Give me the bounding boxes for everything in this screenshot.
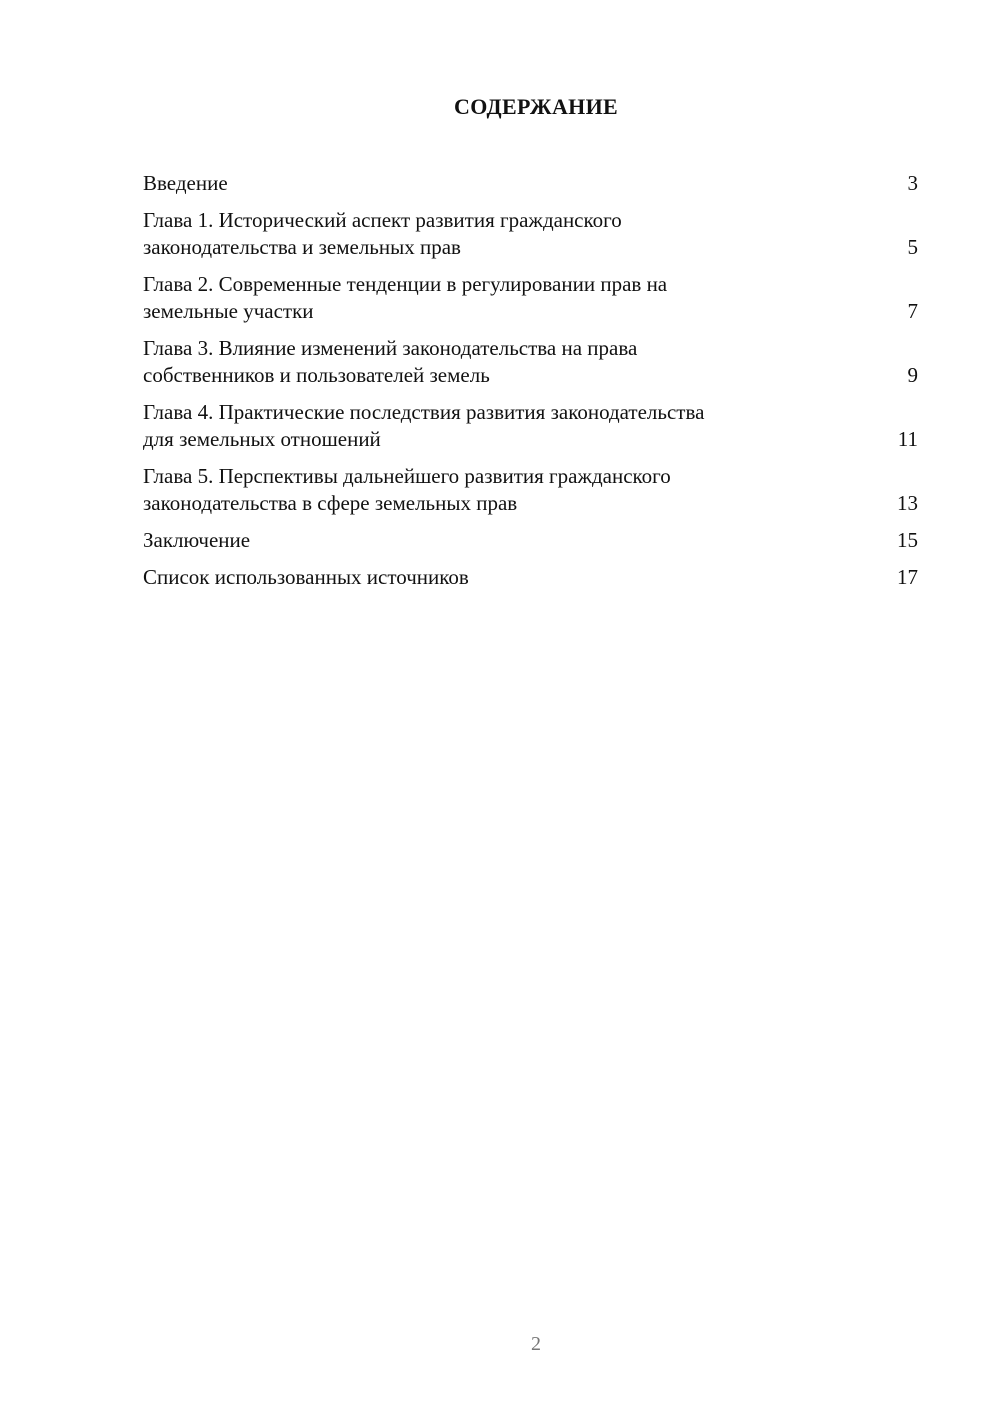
toc-entry-page: 3 [907, 171, 918, 195]
toc-entry-text: Глава 3. Влияние изменений законодательства на права собственников и пользователей земель [143, 336, 638, 387]
toc-entry-text: Заключение [143, 528, 251, 552]
toc-entry-text: Глава 4. Практические последствия развития законодательства для земельных отношений [143, 400, 705, 451]
toc-entry-page: 17 [897, 565, 918, 589]
toc-entry-text: Введение [143, 171, 228, 195]
toc-entry-chapter-1[interactable] [143, 207, 918, 261]
toc-entry-text: Глава 1. Исторический аспект развития гражданского законодательства и земельных прав [143, 208, 622, 259]
toc-entry-text: Глава 5. Перспективы дальнейшего развития гражданского законодательства в сфере земельных прав [143, 464, 671, 515]
table-of-contents [143, 170, 918, 601]
toc-title: СОДЕРЖАНИЕ [454, 94, 618, 119]
toc-entry-page: 15 [897, 528, 918, 552]
toc-entry-text: Глава 2. Современные тенденции в регулировании прав на земельные участки [143, 272, 668, 323]
toc-entry-page: 13 [897, 491, 918, 515]
toc-entry-page: 5 [907, 235, 918, 259]
toc-entry-chapter-3[interactable] [143, 335, 918, 389]
toc-entry-chapter-4[interactable] [143, 399, 918, 453]
toc-entry-page: 9 [907, 363, 918, 387]
toc-entry-references[interactable] [143, 564, 918, 591]
toc-entry-page: 11 [897, 427, 918, 451]
toc-entry-chapter-2[interactable] [143, 271, 918, 325]
toc-entry-chapter-5[interactable] [143, 463, 918, 517]
toc-entry-page: 7 [907, 299, 918, 323]
toc-entry-text: Список использованных источников [143, 565, 469, 589]
toc-entry-introduction[interactable] [143, 170, 918, 197]
toc-entry-conclusion[interactable] [143, 527, 918, 554]
page-number: 2 [531, 1333, 541, 1355]
